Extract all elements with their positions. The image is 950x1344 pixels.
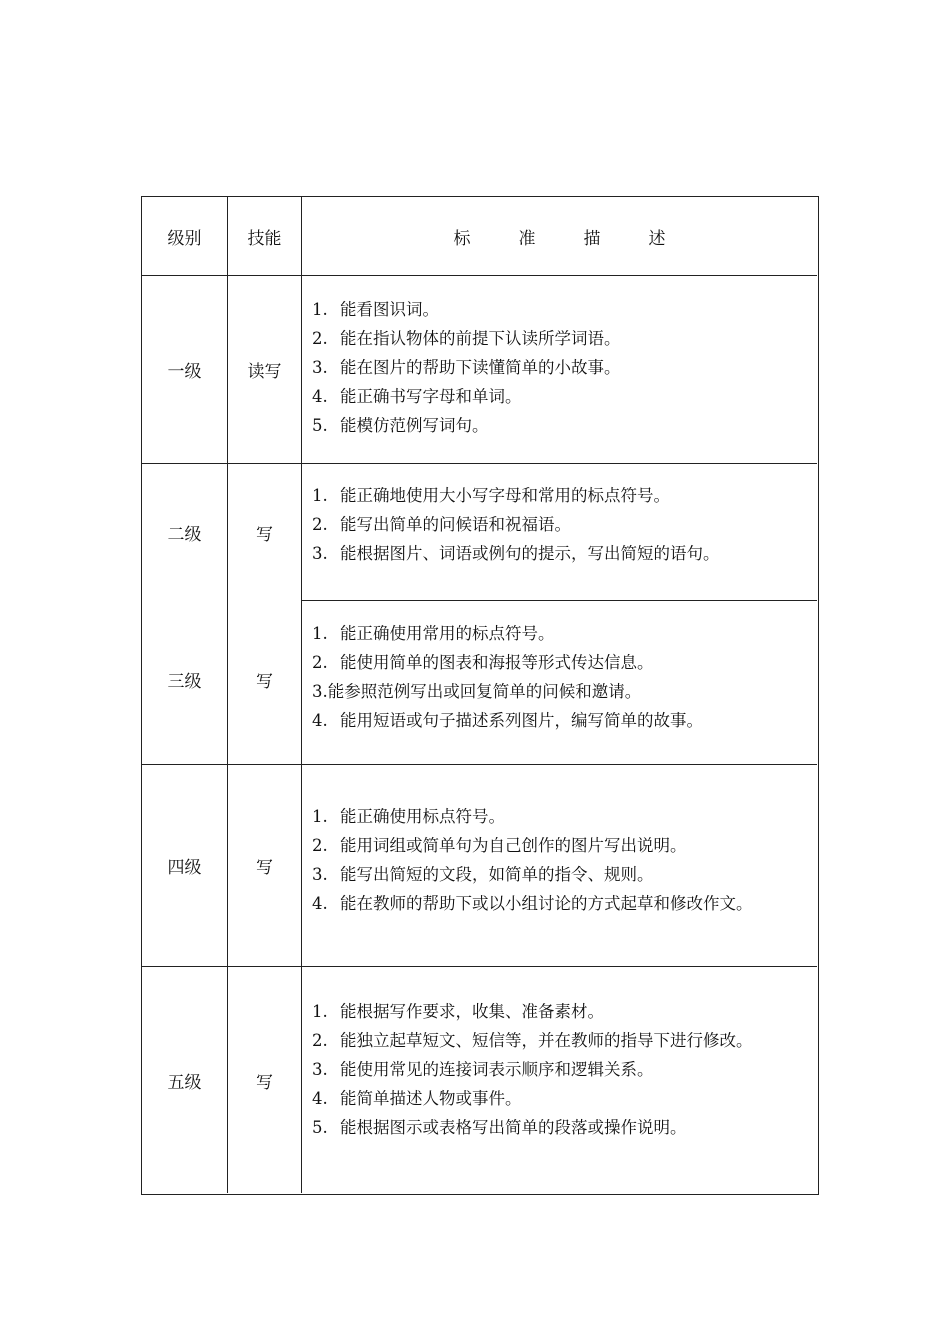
list-item: 2. 能用词组或简单句为自己创作的图片写出说明。 [312, 835, 687, 855]
skill-cell: 写 [256, 1072, 273, 1093]
list-item: 5. 能模仿范例写词句。 [312, 416, 489, 435]
level-cell: 一级 [167, 362, 202, 382]
list-item: 3. 能在图片的帮助下读懂简单的小故事。 [312, 358, 621, 377]
list-item: 4. 能简单描述人物或事件。 [312, 1088, 522, 1108]
list-item: 3. 能使用常见的连接词表示顺序和逻辑关系。 [312, 1059, 654, 1079]
header-description [302, 197, 817, 275]
skill-cell: 写 [256, 858, 273, 878]
level-cell: 三级 [167, 672, 202, 692]
list-item: 4. 能正确书写字母和单词。 [312, 387, 522, 406]
skill-cell: 写 [256, 525, 273, 545]
description-cell [302, 276, 817, 463]
header-description-char: 描 [583, 228, 601, 249]
list-item: 1. 能根据写作要求，收集、准备素材。 [312, 1001, 604, 1021]
header-level: 级别 [167, 228, 202, 249]
standards-table [141, 196, 819, 1195]
list-item: 1. 能正确地使用大小写字母和常用的标点符号。 [312, 486, 670, 505]
description-cell [302, 765, 817, 966]
list-item: 1. 能看图识词。 [312, 300, 439, 319]
list-item: 2. 能使用简单的图表和海报等形式传达信息。 [312, 653, 654, 672]
skill-cell: 写 [256, 672, 273, 692]
list-item: 2. 能写出简单的问候语和祝福语。 [312, 515, 571, 534]
list-item: 4. 能在教师的帮助下或以小组讨论的方式起草和修改作文。 [312, 893, 753, 913]
description-cell [302, 464, 817, 600]
list-item: 4. 能用短语或句子描述系列图片，编写简单的故事。 [312, 711, 703, 730]
header-description-char: 述 [648, 228, 666, 249]
header-description-char: 准 [518, 228, 536, 249]
level-cell: 四级 [167, 858, 202, 878]
list-item: 1. 能正确使用标点符号。 [312, 806, 505, 826]
description-cell [302, 967, 817, 1193]
list-item: 2. 能独立起草短文、短信等，并在教师的指导下进行修改。 [312, 1030, 753, 1050]
header-skill: 技能 [247, 228, 282, 249]
list-item: 3. 能写出简短的文段，如简单的指令、规则。 [312, 864, 654, 884]
level-cell: 五级 [167, 1072, 202, 1093]
list-item: 3.能参照范例写出或回复简单的问候和邀请。 [312, 682, 642, 701]
header-description-char: 标 [453, 228, 471, 249]
list-item: 2. 能在指认物体的前提下认读所学词语。 [312, 329, 621, 348]
description-cell [302, 601, 817, 764]
list-item: 5. 能根据图示或表格写出简单的段落或操作说明。 [312, 1117, 687, 1137]
list-item: 1. 能正确使用常用的标点符号。 [312, 624, 555, 643]
skill-cell: 读写 [247, 362, 282, 382]
list-item: 3. 能根据图片、词语或例句的提示，写出简短的语句。 [312, 544, 720, 563]
level-cell: 二级 [167, 525, 202, 545]
